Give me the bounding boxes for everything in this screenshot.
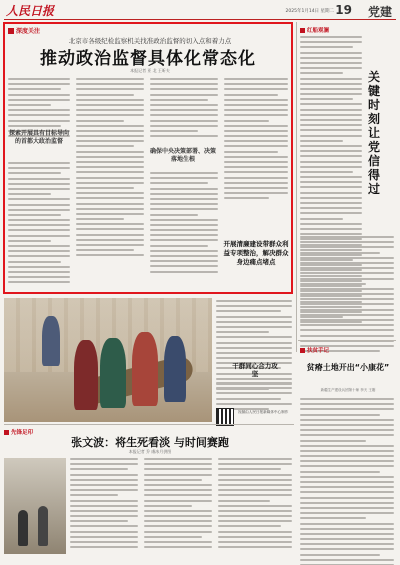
lead-section-tag: 深度关注: [8, 26, 40, 35]
bottom-column-2: [144, 458, 212, 551]
lead-pull-quote-3: 开展清廉建设带群众利益专项整治，解决群众身边痛点堵点: [223, 240, 289, 266]
bottom-headline: 张文波：将生死看淡 与时间赛跑: [71, 436, 229, 449]
section-name: 党建: [367, 5, 392, 19]
photo-caption-title: 干群同心合力攻坚: [232, 362, 278, 378]
bottom-column-3: [218, 458, 292, 551]
right-bottom-text: [300, 398, 394, 565]
right-column-vertical-title: 关键时刻让党信得过: [368, 70, 381, 196]
right-column-tag: 红船观澜: [300, 26, 329, 34]
bottom-section-tag: 先锋足印: [4, 428, 33, 436]
column-divider: [296, 22, 297, 352]
lead-pull-quote-2: 确保中央决策部署、决策落地生根: [149, 148, 216, 163]
masthead: [4, 2, 396, 20]
lead-subhead: 北京市各级纪检监察机关找准政治监督的切入点和着力点: [68, 37, 232, 45]
bottom-separator: [4, 424, 294, 425]
right-column-separator: [298, 340, 396, 341]
right-bottom-byline: 新疆生产建设兵团第十师 李天 王刚: [320, 388, 376, 392]
newspaper-logo: 人民日报: [6, 4, 55, 18]
right-bottom-tag: 扶贫手记: [300, 346, 329, 354]
photo-side-text: [216, 300, 292, 393]
publication-date: 2025年1月14日 星期二: [285, 9, 334, 14]
worker-photo: [4, 458, 66, 554]
bottom-byline: 本报记者 乔 虞冰月供图: [128, 449, 172, 454]
lead-headline: 推动政治监督具体化常态化: [40, 49, 256, 69]
villagers-photo: [4, 298, 212, 422]
lead-byline: 本报记者 亚 北 王昕夫: [130, 68, 170, 73]
right-bottom-headline: 贫瘠土地开出“小康花”: [306, 363, 390, 372]
right-column-text-lower: [300, 236, 394, 355]
qr-code-caption: 视频由人民日报新媒体中心制作: [238, 410, 289, 414]
bottom-column-1: [70, 458, 138, 551]
page-number: 19: [335, 3, 352, 17]
lead-pull-quote-1: 探索开展具有目标导向的首都大政治监督: [8, 130, 69, 145]
highlight-frame: [3, 22, 293, 294]
